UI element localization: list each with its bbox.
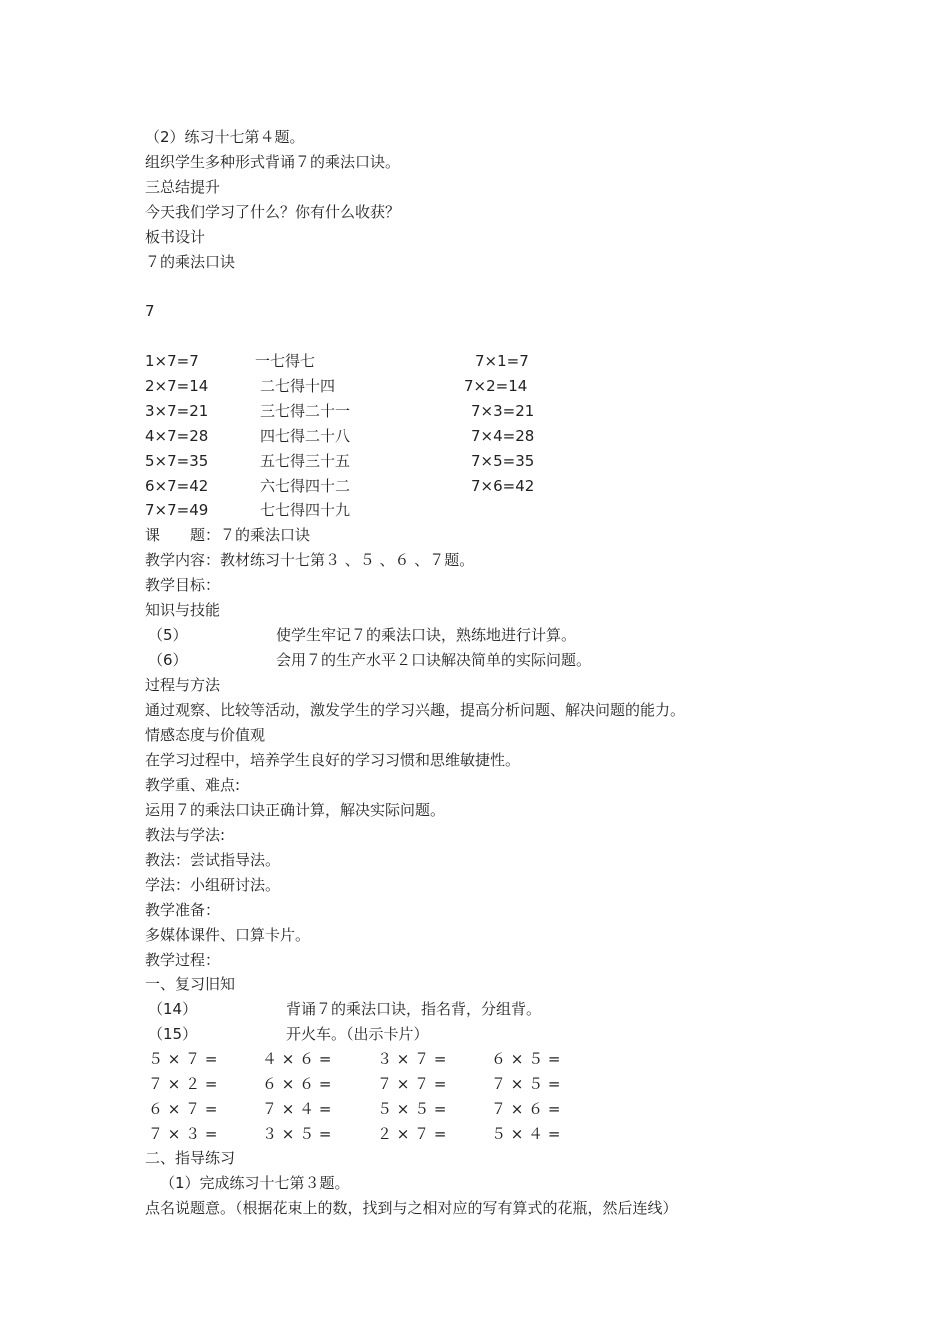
card-expression: ５ × ５ = [377, 1100, 447, 1118]
review-text: 背诵７的乘法口诀，指名背，分组背。 [286, 1000, 542, 1018]
review-heading: 一、复习旧知 [145, 975, 236, 993]
attitude-heading: 情感态度与价值观 [145, 726, 266, 744]
card-expression: ２ × ７ = [377, 1125, 447, 1143]
goal-text: 使学生牢记７的乘法口诀，熟练地进行计算。 [276, 626, 577, 644]
card-expression: ７ × ５ = [491, 1075, 561, 1093]
key-heading: 教学重、难点: [145, 776, 241, 794]
table-chant: 七七得四十九 [260, 501, 351, 519]
table-rev: 7×6=42 [471, 477, 535, 495]
practice-item: （1）完成练习十七第３题。 [160, 1174, 350, 1192]
practice-heading: 二、指导练习 [145, 1149, 236, 1167]
card-expression: ６ × ７ = [148, 1100, 218, 1118]
goal-text: 会用７的生产水平２口诀解决简单的实际问题。 [276, 651, 592, 669]
table-rev: 7×4=28 [471, 427, 535, 445]
table-eq: 6×7=42 [145, 477, 209, 495]
key-text: 运用７的乘法口诀正确计算，解决实际问题。 [145, 801, 446, 819]
table-eq: 2×7=14 [145, 377, 209, 395]
goals-heading: 教学目标： [145, 576, 221, 594]
review-number: （14） [148, 1000, 198, 1018]
goal-number: （6） [148, 651, 188, 669]
table-rev: 7×3=21 [471, 402, 535, 420]
prep-text: 多媒体课件、口算卡片。 [145, 926, 311, 944]
goal-number: （5） [148, 626, 188, 644]
intro-line: 板书设计 [145, 228, 206, 246]
card-expression: ７ × ６ = [491, 1100, 561, 1118]
table-chant: 二七得十四 [260, 377, 336, 395]
table-chant: 四七得二十八 [260, 427, 351, 445]
card-expression: ７ × ３ = [148, 1125, 218, 1143]
card-expression: ７ × ４ = [262, 1100, 332, 1118]
table-chant: 五七得三十五 [260, 452, 351, 470]
table-eq: 4×7=28 [145, 427, 209, 445]
table-eq: 3×7=21 [145, 402, 209, 420]
practice-note: 点名说题意。（根据花束上的数，找到与之相对应的写有算式的花瓶，然后连线） [145, 1199, 678, 1217]
card-expression: ７ × ２ = [148, 1075, 218, 1093]
board-title: ７的乘法口诀 [145, 253, 236, 271]
board-number: 7 [145, 302, 155, 320]
table-eq: 1×7=7 [145, 352, 199, 370]
lesson-content: 教学内容：教材练习十七第３ 、５ 、６ 、７题。 [145, 551, 475, 569]
intro-line: 今天我们学习了什么？你有什么收获？ [145, 203, 401, 221]
review-text: 开火车。（出示卡片） [286, 1025, 429, 1043]
card-expression: ５ × ４ = [491, 1125, 561, 1143]
card-expression: ６ × ５ = [491, 1050, 561, 1068]
intro-line: （2）练习十七第４题。 [145, 128, 305, 146]
table-rev: 7×2=14 [464, 377, 528, 395]
table-rev: 7×5=35 [471, 452, 535, 470]
learn-method: 学法：小组研讨法。 [145, 876, 281, 894]
teach-method: 教法：尝试指导法。 [145, 851, 281, 869]
attitude-text: 在学习过程中，培养学生良好的学习习惯和思维敏捷性。 [145, 751, 521, 769]
intro-line: 组织学生多种形式背诵７的乘法口诀。 [145, 153, 401, 171]
table-chant: 六七得四十二 [260, 477, 351, 495]
table-eq: 5×7=35 [145, 452, 209, 470]
prep-heading: 教学准备： [145, 901, 221, 919]
process2-heading: 教学过程： [145, 951, 221, 969]
table-eq: 7×7=49 [145, 501, 209, 519]
card-expression: ４ × ６ = [262, 1050, 332, 1068]
card-expression: ７ × ７ = [377, 1075, 447, 1093]
card-expression: ３ × ７ = [377, 1050, 447, 1068]
card-expression: ３ × ５ = [262, 1125, 332, 1143]
table-chant: 三七得二十一 [260, 402, 351, 420]
card-expression: ６ × ６ = [262, 1075, 332, 1093]
intro-line: 三总结提升 [145, 178, 221, 196]
table-chant: 一七得七 [255, 352, 316, 370]
process-heading: 过程与方法 [145, 676, 221, 694]
table-rev: 7×1=7 [475, 352, 529, 370]
process-text: 通过观察、比较等活动，激发学生的学习兴趣，提高分析问题、解决问题的能力。 [145, 701, 686, 719]
review-number: （15） [148, 1025, 198, 1043]
methods-heading: 教法与学法: [145, 826, 226, 844]
lesson-title: 课 题：７的乘法口诀 [145, 526, 311, 544]
card-expression: ５ × ７ = [148, 1050, 218, 1068]
knowledge-heading: 知识与技能 [145, 601, 221, 619]
